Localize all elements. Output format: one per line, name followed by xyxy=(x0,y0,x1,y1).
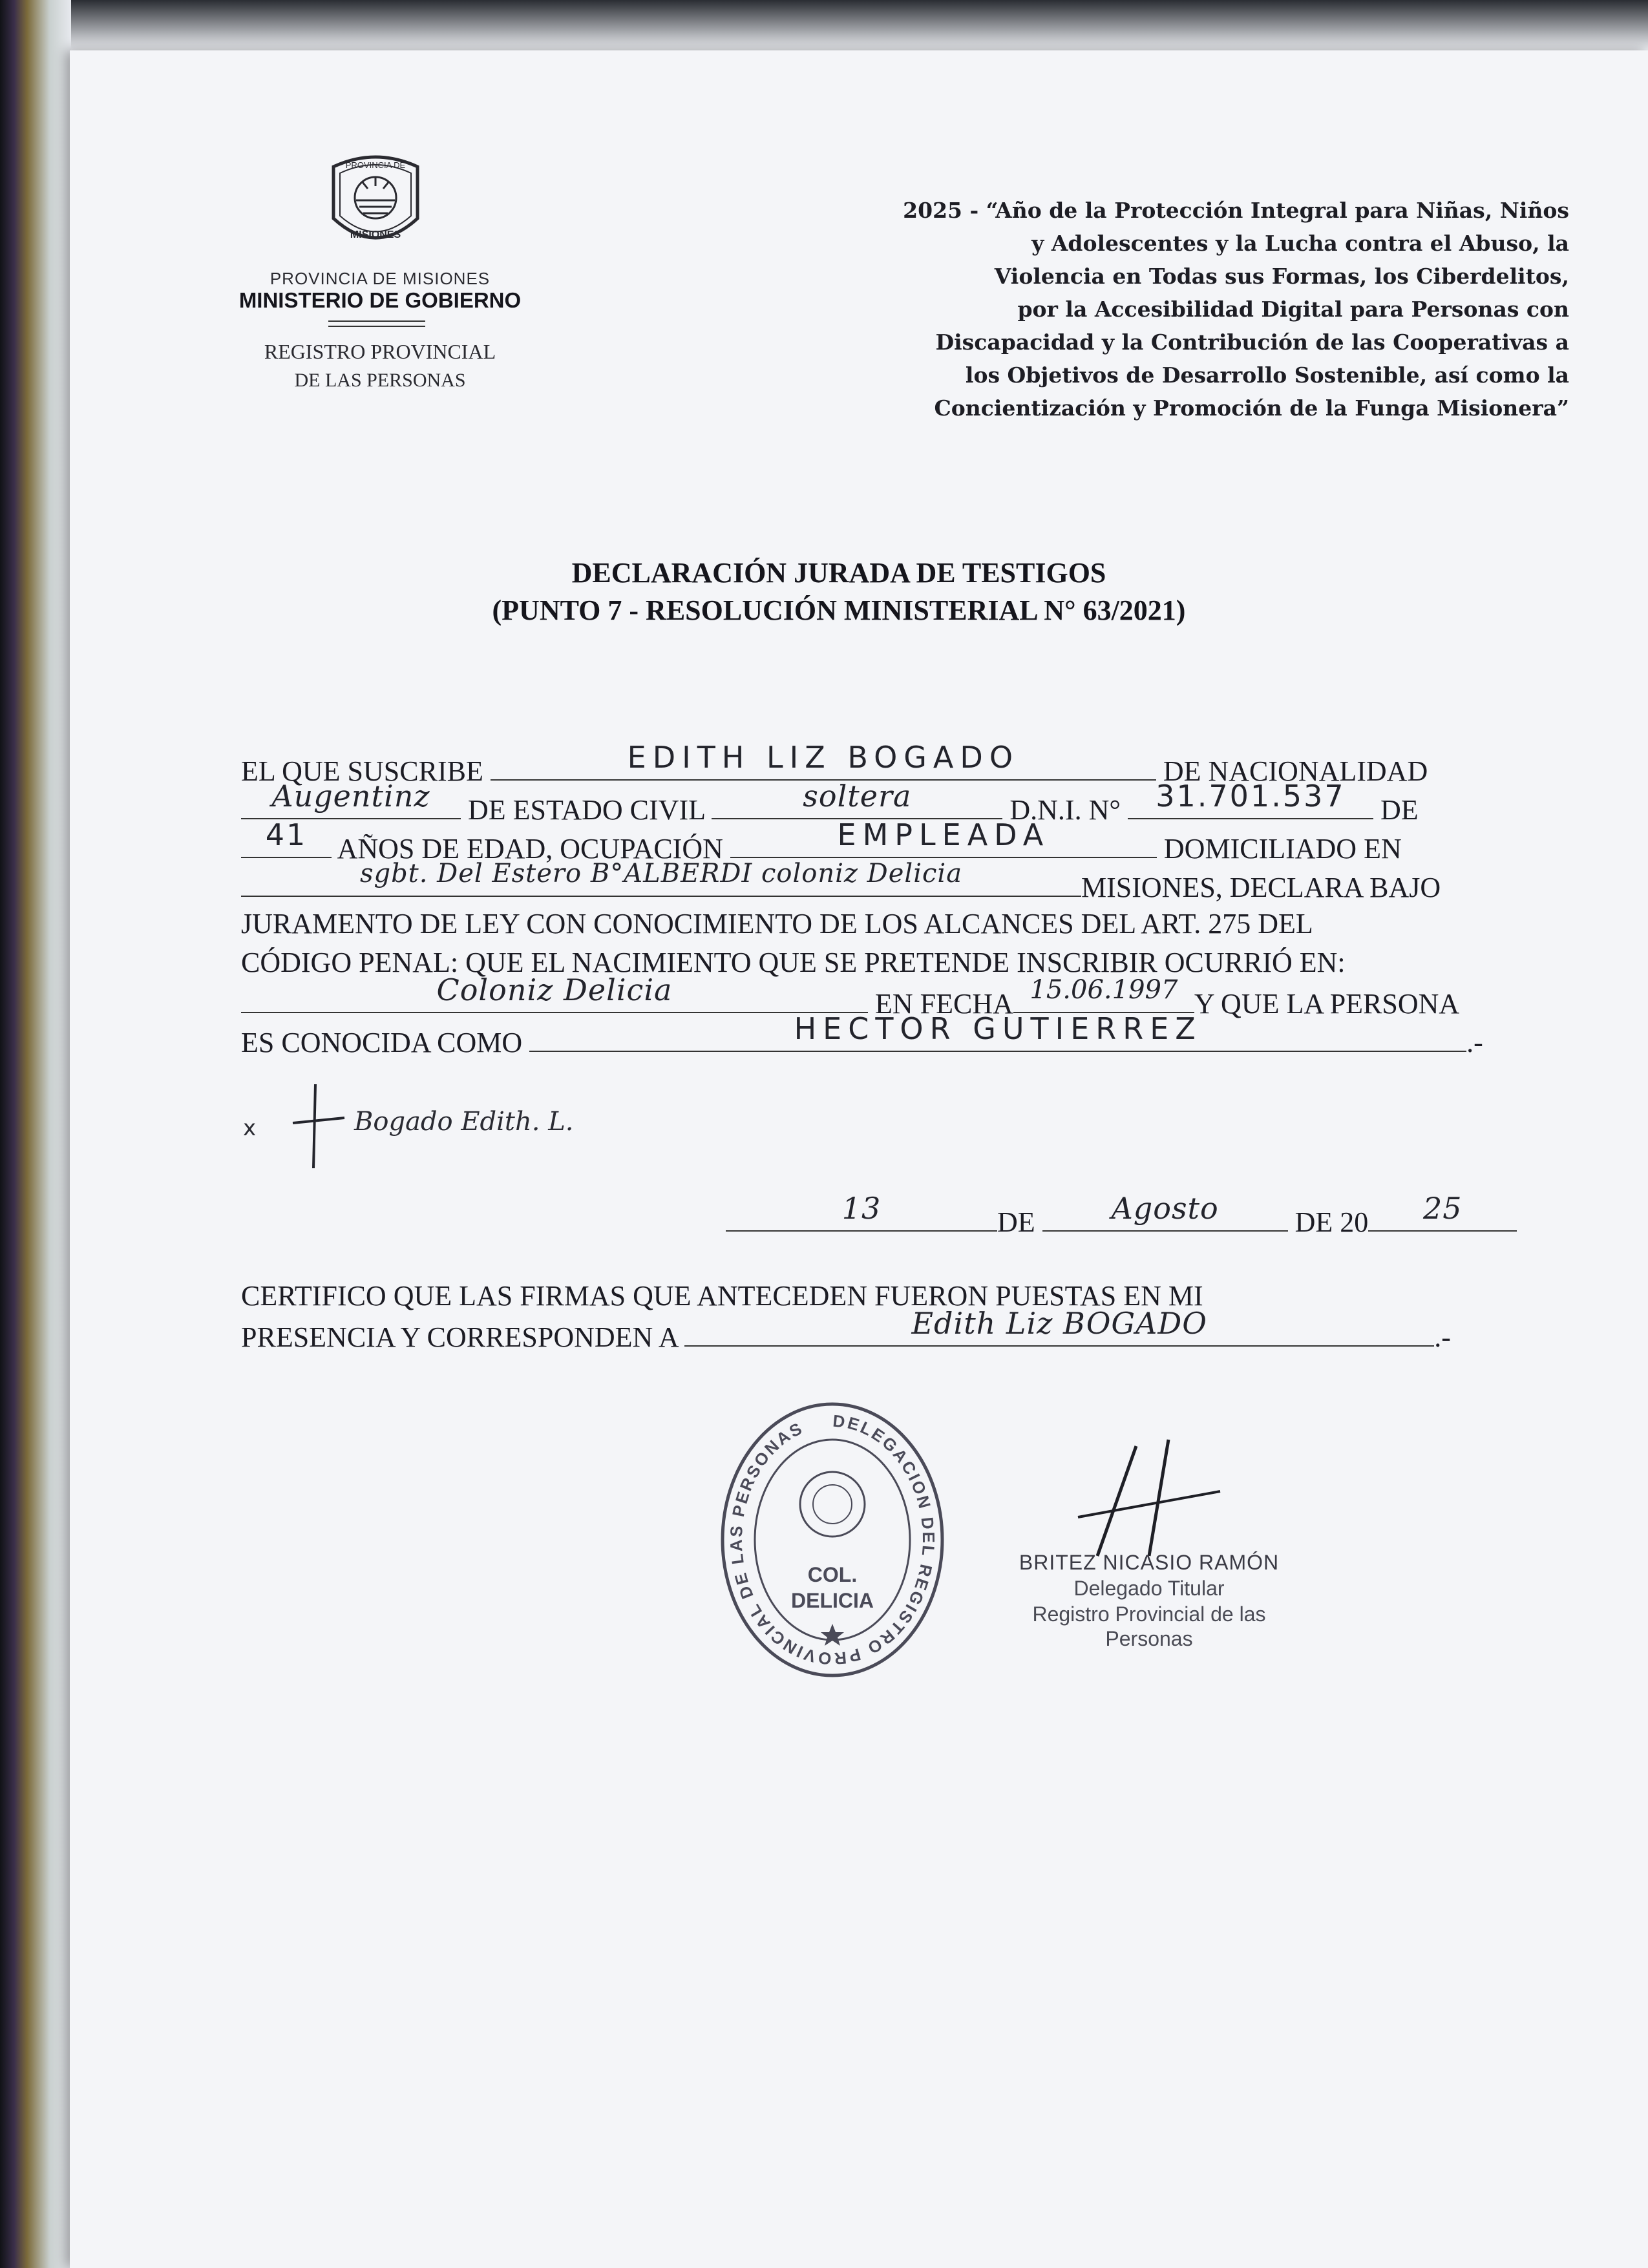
form-line-4 xyxy=(241,859,1598,905)
label-end-2: .- xyxy=(1434,1321,1451,1353)
civil-status-field[interactable] xyxy=(712,779,1002,819)
address-field[interactable] xyxy=(241,859,1081,897)
document-page xyxy=(70,50,1648,2268)
year-motto xyxy=(651,194,1569,425)
delegate-name: BRITEZ NICASIO RAMÓN xyxy=(1019,1551,1280,1574)
motto-line: Violencia en Todas sus Formas, los Ciberdelitos, xyxy=(994,264,1569,289)
form-line-8 xyxy=(241,1011,1598,1060)
registry-name-line1: REGISTRO PROVINCIAL xyxy=(264,340,496,363)
delegate-role: Delegado Titular xyxy=(1073,1577,1225,1600)
year-field[interactable] xyxy=(1368,1191,1517,1232)
delegate-office-line1: Registro Provincial de las xyxy=(1032,1602,1266,1626)
address-value: sgbt. Del Estero B°ALBERDI coloniz Delicia xyxy=(359,859,963,888)
certified-name-field[interactable] xyxy=(684,1306,1434,1347)
motto-line: los Objetivos de Desarrollo Sostenible, así como la xyxy=(965,362,1569,388)
province-name: PROVINCIA DE MISIONES xyxy=(269,269,491,288)
stamp-ring-text: DELEGACION DEL REGISTRO PROVINCIAL DE LAS PERSONAS xyxy=(726,1411,939,1669)
day-field[interactable] xyxy=(726,1191,997,1232)
motto-line: 2025 - “Año de la Protección Integral para Niñas, Niños xyxy=(903,198,1569,223)
certified-name-value: Edith Liz BOGADO xyxy=(911,1306,1207,1341)
motto-line: por la Accesibilidad Digital para Personas con xyxy=(1017,297,1569,322)
day-value: 13 xyxy=(841,1191,882,1226)
seal-bottom-text: MISIONES xyxy=(350,229,401,240)
title-line2: (PUNTO 7 - RESOLUCIÓN MINISTERIAL N° 63/2021) xyxy=(492,594,1186,626)
known-as-field[interactable] xyxy=(529,1011,1466,1052)
form-line-5: JURAMENTO DE LEY CON CONOCIMIENTO DE LOS ALCANCES DEL ART. 275 DEL xyxy=(241,908,1313,940)
label-suscribe: EL QUE SUSCRIBE xyxy=(241,755,491,787)
scanner-background-left xyxy=(0,0,71,2268)
stamp-center-line2: DELICIA xyxy=(791,1589,874,1612)
document-title xyxy=(264,554,1414,629)
motto-line: y Adolescentes y la Lucha contra el Abuso, la xyxy=(1031,231,1569,256)
birth-date-value: 15.06.1997 xyxy=(1030,975,1178,1005)
title-line1: DECLARACIÓN JURADA DE TESTIGOS xyxy=(571,557,1106,589)
motto-line: Concientización y Promoción de la Funga Misionera” xyxy=(934,395,1569,421)
label-de-2: DE 20 xyxy=(1287,1206,1369,1238)
birth-place-field[interactable] xyxy=(241,972,868,1013)
occupation-field[interactable] xyxy=(730,817,1157,858)
age-field[interactable] xyxy=(241,817,332,858)
label-misiones: MISIONES, DECLARA BAJO xyxy=(1081,872,1441,903)
name-field[interactable] xyxy=(491,740,1156,781)
label-known-as: ES CONOCIDA COMO xyxy=(241,1027,530,1058)
birth-date-field[interactable] xyxy=(1013,975,1194,1013)
label-nationality: DE NACIONALIDAD xyxy=(1156,755,1428,787)
known-as-value: HECTOR GUTIERREZ xyxy=(794,1011,1202,1046)
label-end: .- xyxy=(1466,1027,1483,1058)
ministry-name: MINISTERIO DE GOBIERNO xyxy=(238,288,522,312)
label-de: DE xyxy=(1373,794,1419,826)
signer-handwriting: Bogado Edith. L. xyxy=(354,1107,574,1137)
label-occupation: AÑOS DE EDAD, OCUPACIÓN xyxy=(332,833,730,865)
nationality-value: Augentinz xyxy=(271,779,430,814)
header-divider xyxy=(328,320,425,322)
dni-value: 31.701.537 xyxy=(1156,779,1346,814)
certify-line-1: CERTIFICO QUE LAS FIRMAS QUE ANTECEDEN FUERON PUESTAS EN MI xyxy=(241,1280,1203,1312)
label-de-1: DE xyxy=(997,1206,1042,1238)
delegate-signature xyxy=(1059,1433,1252,1562)
delegation-stamp xyxy=(716,1394,949,1692)
label-domicile: DOMICILIADO EN xyxy=(1156,833,1402,865)
nationality-field[interactable] xyxy=(241,779,461,819)
occupation-value: EMPLEADA xyxy=(837,817,1050,852)
form-line-6: CÓDIGO PENAL: QUE EL NACIMIENTO QUE SE PRETENDE INSCRIBIR OCURRIÓ EN: xyxy=(241,947,1346,978)
header-divider-2 xyxy=(328,326,425,327)
registry-name-line2: DE LAS PERSONAS xyxy=(294,370,466,391)
label-civil-status: DE ESTADO CIVIL xyxy=(461,794,712,826)
seal-top-text: PROVINCIA DE xyxy=(345,160,406,170)
year-value: 25 xyxy=(1423,1191,1463,1226)
delegate-office-line2: Personas xyxy=(1105,1627,1193,1650)
label-persona: Y QUE LA PERSONA xyxy=(1194,988,1460,1020)
x-mark: x xyxy=(243,1115,257,1141)
birth-place-value: Coloniz Delicia xyxy=(436,972,673,1007)
province-seal-icon xyxy=(321,147,430,257)
dni-field[interactable] xyxy=(1128,779,1373,819)
month-field[interactable] xyxy=(1042,1191,1288,1232)
motto-line: Discapacidad y la Contribución de las Cooperativas a xyxy=(935,330,1569,355)
stamp-center-line1: COL. xyxy=(807,1563,858,1586)
age-value: 41 xyxy=(265,817,308,852)
label-corresponden: PRESENCIA Y CORRESPONDEN A xyxy=(241,1321,685,1353)
label-fecha: EN FECHA xyxy=(868,988,1013,1020)
label-dni: D.N.I. N° xyxy=(1002,794,1128,826)
certify-line-2 xyxy=(241,1306,1598,1354)
name-value: EDITH LIZ BOGADO xyxy=(627,740,1020,775)
month-value: Agosto xyxy=(1111,1191,1219,1226)
date-line xyxy=(726,1191,1598,1239)
civil-status-value: soltera xyxy=(803,779,912,814)
